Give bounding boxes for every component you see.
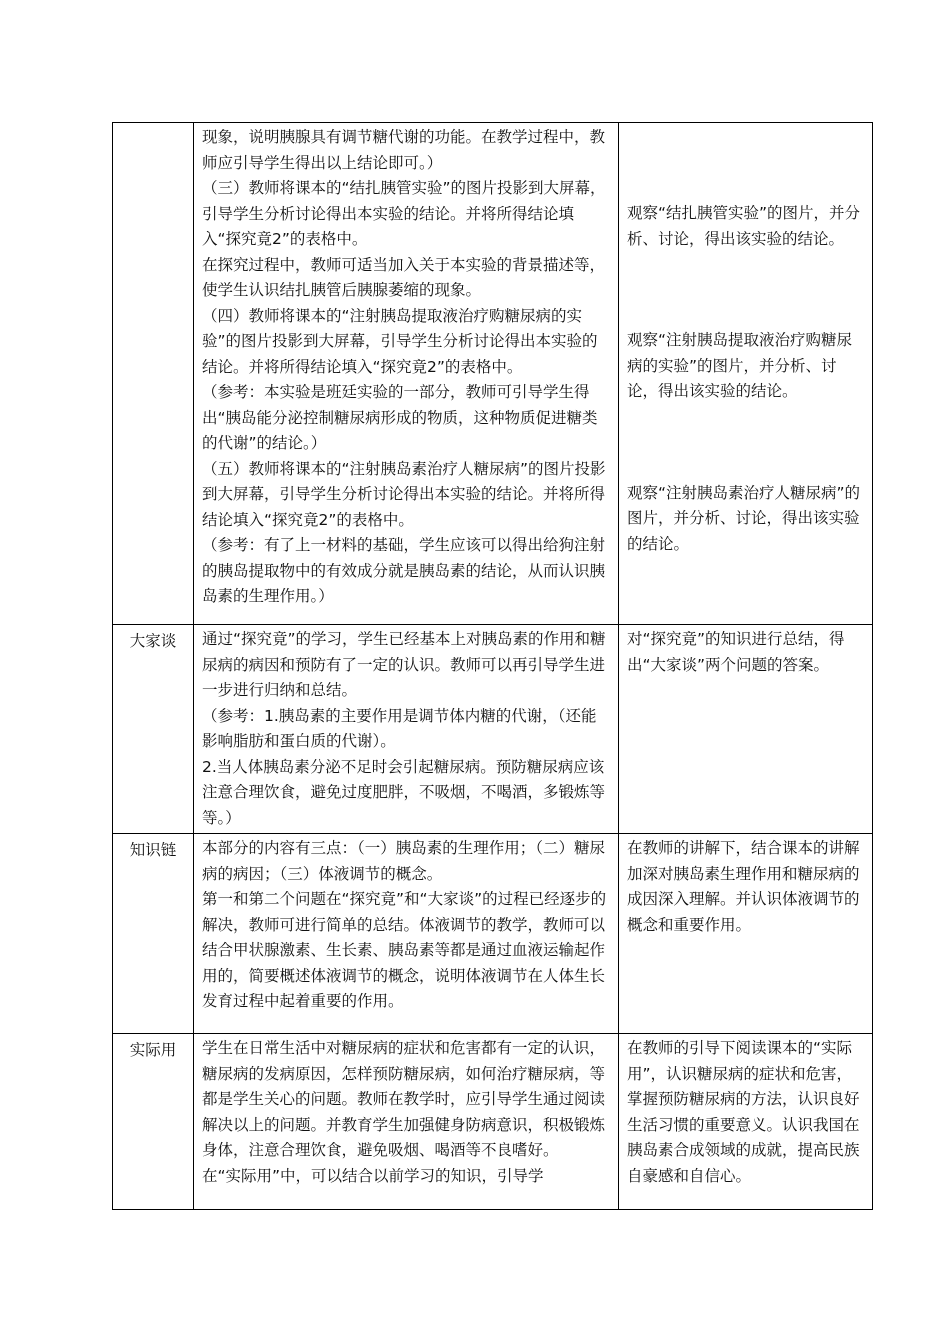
table-row: [113, 834, 873, 1034]
paragraph: 在教师的引导下阅读课本的“实际用”，认识糖尿病的症状和危害，掌握预防糖尿病的方法，认识良好生活习惯的重要意义。认识我国在胰岛素合成领域的成就，提高民族自豪感和自信心。: [627, 1039, 860, 1185]
paragraph: 观察“结扎胰管实验”的图片，并分析、讨论，得出该实验的结论。: [627, 204, 861, 248]
paragraph: 在教师的讲解下，结合课本的讲解加深对胰岛素生理作用和糖尿病的成因深入理解。并认识体液调节的概念和重要作用。: [627, 839, 860, 934]
section-cell: 实际用: [113, 1034, 194, 1210]
student-activity-cell: [619, 834, 873, 1034]
paragraph: （三）教师将课本的“结扎胰管实验”的图片投影到大屏幕，引导学生分析讨论得出本实验的结论。并将所得结论填入“探究竟2”的表格中。: [202, 179, 606, 248]
paragraph: 学生在日常生活中对糖尿病的症状和危害都有一定的认识，糖尿病的发病原因，怎样预防糖尿病，如何治疗糖尿病，等都是学生关心的问题。教师在教学时，应引导学生通过阅读解决以上的问题。并教育学生加强健身防病意识，积极锻炼身体，注意合理饮食，避免吸烟、喝酒等不良嗜好。: [202, 1039, 606, 1159]
table-row: [113, 123, 873, 625]
student-activity-cell: [619, 123, 873, 625]
table-row: [113, 625, 873, 834]
paragraph: 在“实际用”中，可以结合以前学习的知识，引导学: [202, 1166, 544, 1185]
paragraph: 本部分的内容有三点：（一）胰岛素的生理作用；（二）糖尿病的病因；（三）体液调节的概念。: [202, 839, 606, 883]
paragraph: （五）教师将课本的“注射胰岛素治疗人糖尿病”的图片投影到大屏幕，引导学生分析讨论得出本实验的结论。并将所得结论填入“探究竟2”的表格中。: [202, 459, 606, 529]
paragraph: （参考：有了上一材料的基础，学生应该可以得出给狗注射的胰岛提取物中的有效成分就是胰岛素的结论，从而认识胰岛素的生理作用。）: [202, 536, 606, 605]
paragraph: 2.当人体胰岛素分泌不足时会引起糖尿病。预防糖尿病应该注意合理饮食，避免过度肥胖，不吸烟，不喝酒，多锻炼等等。）: [202, 757, 606, 827]
paragraph: 第一和第二个问题在“探究竟”和“大家谈”的过程已经逐步的解决，教师可进行简单的总结。体液调节的教学，教师可以结合甲状腺激素、生长素、胰岛素等都是通过血液运输起作用的，简要概述体液调节的概念，说明体液调节在人体生长发育过程中起着重要的作用。: [202, 890, 607, 1010]
paragraph: 通过“探究竟”的学习，学生已经基本上对胰岛素的作用和糖尿病的病因和预防有了一定的认识。教师可以再引导学生进一步进行归纳和总结。: [202, 630, 606, 699]
paragraph: （四）教师将课本的“注射胰岛提取液治疗购糖尿病的实验”的图片投影到大屏幕，引导学生分析讨论得出本实验的结论。并将所得结论填入“探究竟2”的表格中。: [202, 306, 598, 376]
paragraph: 对“探究竟”的知识进行总结，得出“大家谈”两个问题的答案。: [627, 630, 845, 674]
paragraph: （参考：本实验是班廷实验的一部分，教师可引导学生得出“胰岛能分泌控制糖尿病形成的物质，这种物质促进糖类的代谢”的结论。）: [202, 383, 598, 452]
teacher-activity-cell: [194, 123, 619, 625]
student-activity-cell: [619, 625, 873, 834]
student-activity-cell: [619, 1034, 873, 1210]
table-row: [113, 1034, 873, 1210]
section-cell: 知识链: [113, 834, 194, 1034]
lesson-table: [112, 122, 873, 1210]
paragraph: 在探究过程中，教师可适当加入关于本实验的背景描述等，使学生认识结扎胰管后胰腺萎缩的现象。: [202, 255, 606, 299]
teacher-activity-cell: [194, 1034, 619, 1210]
teacher-activity-cell: [194, 834, 619, 1034]
section-cell: 大家谈: [113, 625, 194, 834]
teacher-activity-cell: [194, 625, 619, 834]
paragraph: 观察“注射胰岛提取液治疗购糖尿病的实验”的图片，并分析、讨论，得出该实验的结论。: [627, 331, 853, 400]
paragraph: 现象，说明胰腺具有调节糖代谢的功能。在教学过程中，教师应引导学生得出以上结论即可。）: [202, 128, 606, 172]
paragraph: （参考：1.胰岛素的主要作用是调节体内糖的代谢，（还能影响脂肪和蛋白质的代谢）。: [202, 706, 597, 750]
paragraph: 观察“注射胰岛素治疗人糖尿病”的图片，并分析、讨论，得出该实验的结论。: [627, 483, 861, 553]
section-cell: [113, 123, 194, 625]
